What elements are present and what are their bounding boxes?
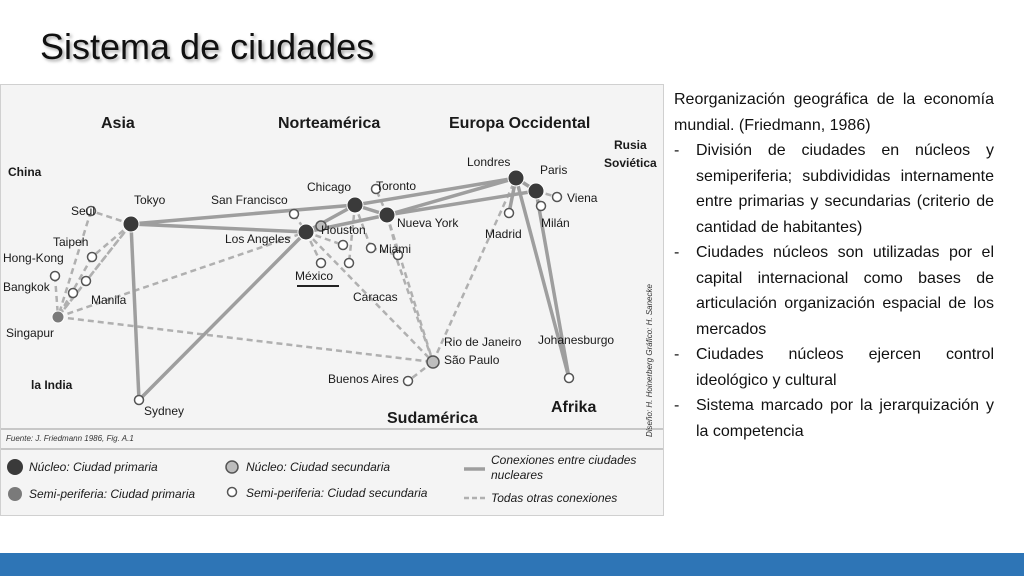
city-saopaulo: São Paulo <box>444 353 500 367</box>
intro-text: Reorganización geográfica de la economía mundial. (Friedmann, 1986) <box>674 91 994 134</box>
legend-other-links: Todas otras conexiones <box>491 491 618 505</box>
node-miami <box>367 244 376 253</box>
city-rio: Rio de Janeiro <box>444 335 522 349</box>
bullet-item: - Sistema marcado por la jerarquización y la competencia <box>674 397 994 440</box>
city-houston: Houston <box>321 223 366 237</box>
city-madrid: Madrid <box>485 227 522 241</box>
node-viena <box>553 193 562 202</box>
world-city-system-map <box>0 84 664 516</box>
node-tokyo <box>123 216 139 232</box>
legend-core-secondary: Núcleo: Ciudad secundaria <box>246 460 391 474</box>
region-rusia-2: Soviética <box>604 156 657 170</box>
city-paris: Paris <box>540 163 568 177</box>
node-milan <box>537 202 546 211</box>
legend-core-links-1: Conexiones entre ciudades <box>491 453 637 467</box>
region-europa: Europa Occidental <box>449 115 591 132</box>
node-houston-ring <box>339 241 348 250</box>
region-afrika: Afrika <box>551 399 597 416</box>
city-taipeh: Taipeh <box>53 235 89 249</box>
city-mexico: México <box>295 269 334 283</box>
city-caracas: Caracas <box>353 290 398 304</box>
semi-primary-nodes <box>52 311 64 323</box>
bullet-item: - Ciudades núcleos ejercen control ideológico y cultural <box>674 346 994 389</box>
region-sudamerica: Sudamérica <box>387 410 478 427</box>
node-johanesburgo <box>565 374 574 383</box>
city-toronto: Toronto <box>376 179 417 193</box>
node-manila <box>82 277 91 286</box>
city-sydney: Sydney <box>144 404 185 418</box>
legend-core-primary: Núcleo: Ciudad primaria <box>29 460 158 474</box>
node-taipeh <box>88 253 97 262</box>
region-india: la India <box>31 378 73 392</box>
bullet-item: - División de ciudades en núcleos y semiperiferia; subdivididas internamente entre primarias y secundarias (criterio de cantidad de habitantes) <box>674 142 994 236</box>
city-manila: Manila <box>91 293 127 307</box>
city-sanfrancisco: San Francisco <box>211 193 288 207</box>
map-source: Fuente: J. Friedmann 1986, Fig. A.1 <box>6 434 134 443</box>
node-madrid <box>505 209 514 218</box>
city-buenosaires: Buenos Aires <box>328 372 399 386</box>
city-nuevayork: Nueva York <box>397 216 459 230</box>
city-losangeles: Los Angeles <box>225 232 291 246</box>
node-sanfrancisco <box>290 210 299 219</box>
node-paris <box>528 183 544 199</box>
map-credit: Diseño: H. Hoinerberg Gráfico: H. Sanecke <box>645 284 654 437</box>
bullet-list <box>674 138 994 444</box>
city-chicago: Chicago <box>307 180 352 194</box>
city-miami: Miami <box>379 242 411 256</box>
node-buenosaires <box>404 377 413 386</box>
node-hongkong <box>51 272 60 281</box>
region-rusia-1: Rusia <box>614 138 647 152</box>
region-norteamerica: Norteamérica <box>278 115 381 132</box>
region-asia: Asia <box>101 115 135 132</box>
node-mexico <box>317 259 326 268</box>
node-singapur <box>52 311 64 323</box>
node-saopaulo <box>427 356 439 368</box>
city-milan: Milán <box>541 216 570 230</box>
legend-semi-secondary: Semi-periferia: Ciudad secundaria <box>246 486 428 500</box>
bullet-item: - Ciudades núcleos son utilizadas por el capital internacional como bases de articulación organización espacial de los mercados <box>674 244 994 338</box>
city-seul: Seul <box>71 204 96 218</box>
node-bangkok <box>69 289 78 298</box>
legend-core-links-2: nucleares <box>491 468 544 482</box>
node-londres <box>508 170 524 186</box>
node-chicago <box>347 197 363 213</box>
city-tokyo: Tokyo <box>134 193 166 207</box>
region-china: China <box>8 165 42 179</box>
city-bangkok: Bangkok <box>3 280 50 294</box>
node-losangeles <box>298 224 314 240</box>
city-singapur: Singapur <box>6 326 55 340</box>
city-londres: Londres <box>467 155 511 169</box>
text-panel <box>674 87 994 444</box>
legend-semi-primary: Semi-periferia: Ciudad primaria <box>29 487 196 501</box>
city-viena: Viena <box>567 191 598 205</box>
node-sydney <box>135 396 144 405</box>
node-nuevayork <box>379 207 395 223</box>
city-johanesburgo: Johanesburgo <box>538 333 615 347</box>
city-hongkong: Hong-Kong <box>3 251 64 265</box>
node-caracas <box>345 259 354 268</box>
bottom-accent-bar <box>0 553 1024 576</box>
slide-title: Sistema de ciudades <box>40 26 375 67</box>
